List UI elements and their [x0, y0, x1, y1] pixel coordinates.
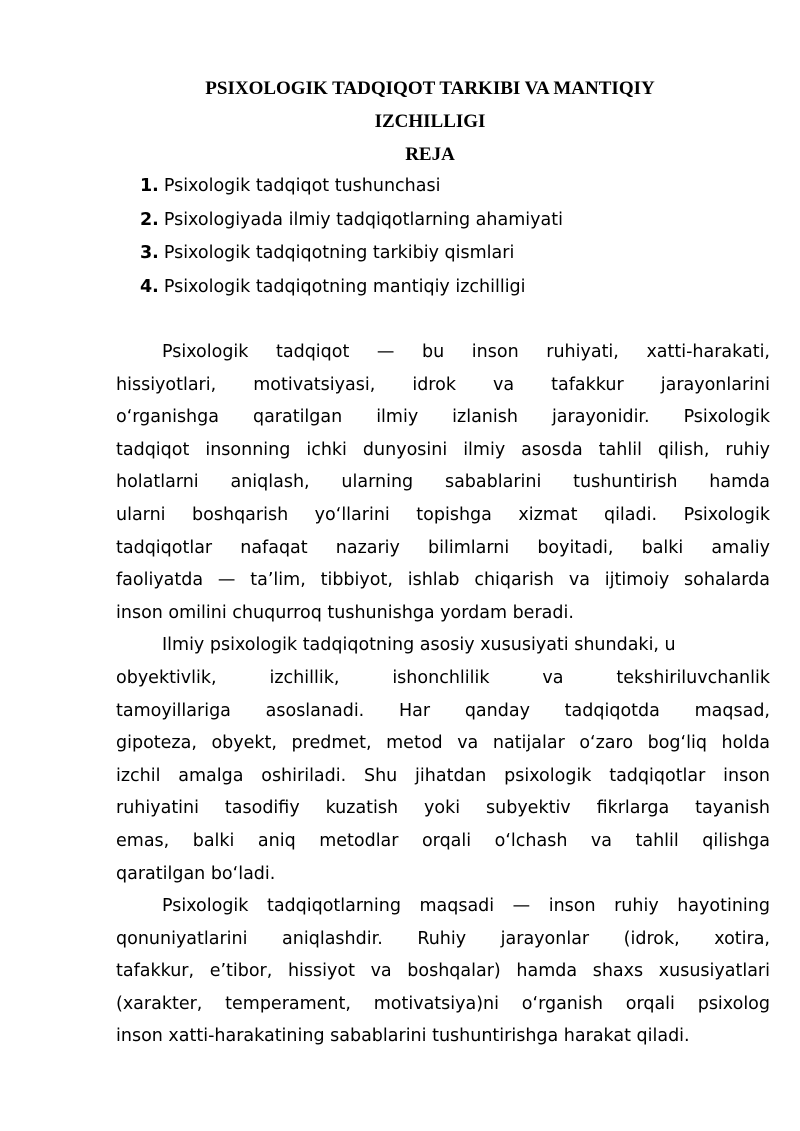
plan-item-text: Psixologik tadqiqotning mantiqiy izchilligi	[163, 276, 526, 297]
plan-item-number: 4.	[140, 276, 159, 297]
text-line: obyektivlik, izchillik, ishonchlilik va tekshiriluvchanlik	[116, 667, 770, 688]
plan-item-number: 1.	[140, 176, 159, 196]
plan-item-number: 3.	[140, 243, 159, 263]
text-line: (xarakter, temperament, motivatsiya)ni o‘rganish orqali psixolog	[116, 993, 770, 1014]
plan-item-text: Psixologik tadqiqot tushunchasi	[163, 176, 441, 196]
text-line: tamoyillariga asoslanadi. Har qanday tadqiqotda maqsad,	[116, 700, 770, 721]
text-line: emas, balki aniq metodlar orqali o‘lchash va tahlil qilishga	[116, 830, 770, 851]
text-line: faoliyatda — ta’lim, tibbiyot, ishlab chiqarish va ijtimoiy sohalarda	[116, 570, 770, 591]
plan-item	[140, 170, 563, 204]
paragraph-1	[116, 336, 770, 629]
text-line: holatlarni aniqlash, ularning sabablarini tushuntirish hamda	[116, 472, 770, 493]
body-text	[116, 336, 770, 1053]
text-line: Ilmiy psixologik tadqiqotning asosiy xususiyati shundaki, u	[162, 635, 676, 656]
text-line: hissiyotlari, motivatsiyasi, idrok va tafakkur jarayonlarini	[116, 374, 770, 395]
text-line: ularni boshqarish yo‘llarini topishga xizmat qiladi. Psixologik	[116, 504, 770, 525]
document-title-line-2: IZCHILLIGI	[374, 111, 486, 132]
text-line: Psixologik tadqiqot — bu inson ruhiyati, xatti-harakati,	[162, 342, 770, 362]
text-line: tadqiqot insonning ichki dunyosini ilmiy asosda tahlil qilish, ruhiy	[116, 439, 770, 460]
text-line: izchil amalga oshiriladi. Shu jihatdan psixologik tadqiqotlar inson	[116, 765, 770, 786]
text-line: o‘rganishga qaratilgan ilmiy izlanish jarayonidir. Psixologik	[116, 407, 770, 428]
text-line: qonuniyatlarini aniqlashdir. Ruhiy jarayonlar (idrok, xotira,	[116, 928, 770, 949]
plan-item-text: Psixologik tadqiqotning tarkibiy qismlari	[163, 243, 515, 263]
text-line: tafakkur, e’tibor, hissiyot va boshqalar) hamda shaxs xususiyatlari	[116, 961, 770, 982]
plan-item	[140, 204, 563, 238]
text-line: qaratilgan bo‘ladi.	[116, 863, 276, 884]
document-title-line-1: PSIXOLOGIK TADQIQOT TARKIBI VA MANTIQIY	[205, 78, 655, 99]
paragraph-2	[116, 629, 770, 890]
text-line: ruhiyatini tasodifiy kuzatish yoki subyektiv fikrlarga tayanish	[116, 798, 770, 819]
text-line: inson omilini chuqurroq tushunishga yordam beradi.	[116, 602, 574, 623]
text-line: inson xatti-harakatining sabablarini tushuntirishga harakat qiladi.	[116, 1026, 690, 1047]
text-line: Psixologik tadqiqotlarning maqsadi — inson ruhiy hayotining	[162, 896, 770, 917]
paragraph-3	[116, 890, 770, 1053]
text-line: gipoteza, obyekt, predmet, metod va natijalar o‘zaro bog‘liq holda	[116, 733, 770, 754]
plan-heading: REJA	[405, 144, 455, 165]
plan-item-text: Psixologiyada ilmiy tadqiqotlarning ahamiyati	[163, 209, 563, 230]
plan-item	[140, 271, 563, 305]
plan-list	[140, 170, 563, 304]
plan-item-number: 2.	[140, 209, 159, 230]
plan-item	[140, 237, 563, 271]
text-line: tadqiqotlar nafaqat nazariy bilimlarni boyitadi, balki amaliy	[116, 537, 770, 558]
